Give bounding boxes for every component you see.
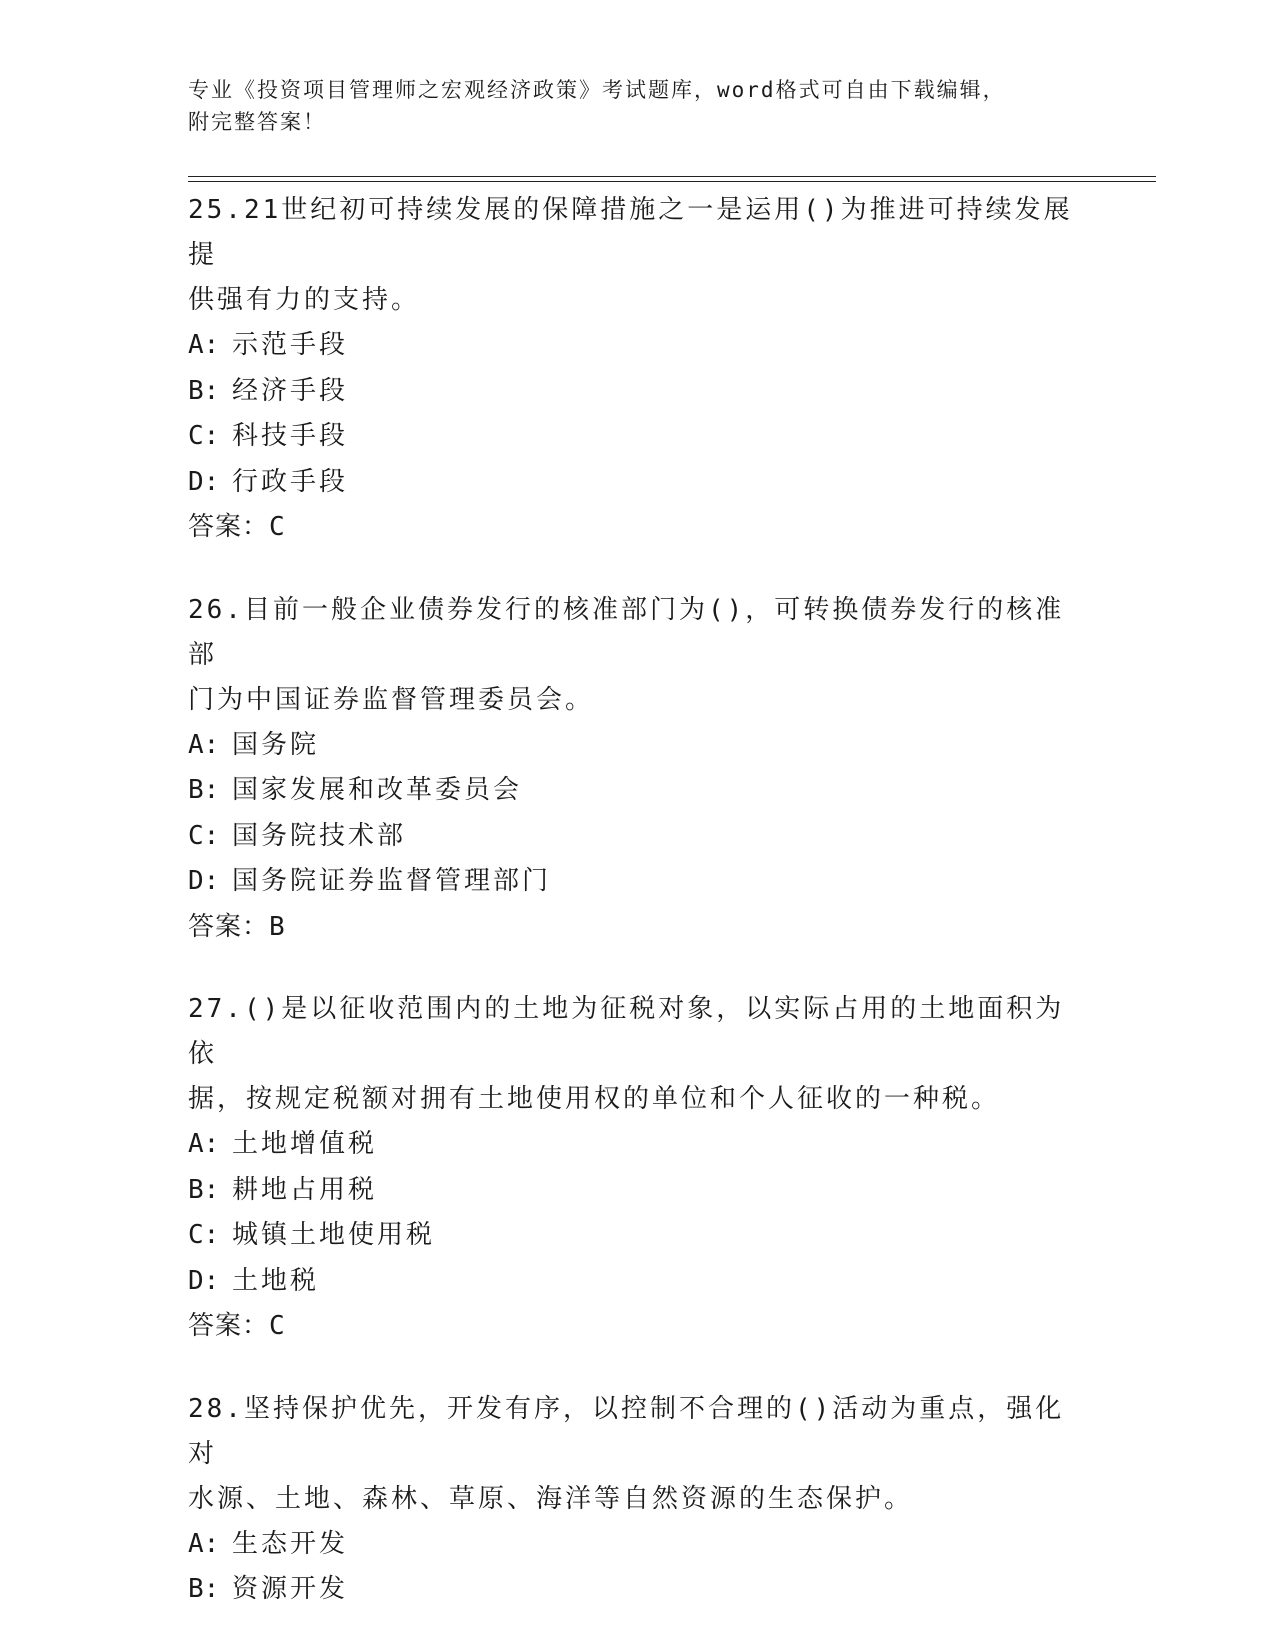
option-letter: B: [188,375,220,406]
option-text: 国务院 [232,729,320,760]
option-c [188,1213,1088,1259]
option-text: 国家发展和改革委员会 [232,775,523,805]
question-stem-line-2: 据，按规定税额对拥有土地使用权的单位和个人征收的一种税。 [188,1084,1001,1114]
question-stem [188,1387,1088,1522]
option-letter: A: [188,729,220,760]
option-letter: B: [188,775,220,805]
document-header [188,74,1088,138]
option-text: 生态开发 [232,1528,349,1559]
option-d [188,460,1088,506]
option-letter: C: [188,1220,220,1250]
option-text: 资源开发 [232,1574,349,1604]
option-letter: A: [188,330,220,360]
question-stem-line-1: 25.21世纪初可持续发展的保障措施之一是运用()为推进可持续发展提 [188,195,1073,270]
answer-label: 答案： [188,911,270,942]
option-letter: B: [188,1574,220,1604]
option-text: 土地税 [232,1265,320,1296]
answer-value: C [269,512,286,542]
option-b [188,369,1088,415]
question-stem-line-1: 27.()是以征收范围内的土地为征税对象，以实际占用的土地面积为依 [188,994,1065,1069]
question-stem [188,188,1088,323]
header-line-1: 专业《投资项目管理师之宏观经济政策》考试题库，word格式可自由下载编辑， [188,78,1006,102]
option-text: 耕地占用税 [232,1174,378,1205]
question-stem-line-2: 水源、土地、森林、草原、海洋等自然资源的生态保护。 [188,1483,914,1514]
question-stem [188,987,1088,1122]
option-letter: A: [188,1528,220,1559]
option-letter: D: [188,466,220,497]
option-a [188,323,1088,369]
option-c [188,814,1088,860]
question-stem-line-2: 供强有力的支持。 [188,285,421,315]
option-b [188,768,1088,814]
question-stem-line-1: 28.坚持保护优先，开发有序，以控制不合理的()活动为重点，强化对 [188,1393,1065,1469]
option-b [188,1567,1088,1613]
question-25 [188,188,1088,551]
option-letter: D: [188,866,220,896]
question-26 [188,588,1088,951]
option-letter: D: [188,1265,220,1296]
option-letter: A: [188,1129,220,1159]
option-text: 国务院证券监督管理部门 [232,866,552,896]
answer-line [188,905,1088,951]
option-text: 国务院技术部 [232,820,407,851]
answer-value: B [269,911,286,942]
option-text: 示范手段 [232,330,349,360]
option-b [188,1168,1088,1214]
option-a [188,723,1088,769]
option-text: 行政手段 [232,466,349,497]
header-line-2: 附完整答案！ [188,110,326,134]
question-stem-line-1: 26.目前一般企业债券发行的核准部门为()，可转换债券发行的核准部 [188,594,1065,670]
option-text: 经济手段 [232,375,349,406]
question-28 [188,1387,1088,1613]
option-letter: B: [188,1174,220,1205]
answer-line [188,1304,1088,1350]
option-d [188,1259,1088,1305]
option-letter: C: [188,820,220,851]
header-double-rule [188,176,1156,182]
answer-label: 答案： [188,1311,270,1341]
question-stem-line-2: 门为中国证券监督管理委员会。 [188,684,595,715]
answer-value: C [269,1311,286,1341]
option-a [188,1522,1088,1568]
answer-label: 答案： [188,512,270,542]
option-letter: C: [188,421,220,451]
question-stem [188,588,1088,723]
option-a [188,1122,1088,1168]
question-27 [188,987,1088,1350]
answer-line [188,505,1088,551]
option-text: 科技手段 [232,421,349,451]
option-d [188,859,1088,905]
option-c [188,414,1088,460]
option-text: 城镇土地使用税 [232,1220,436,1250]
option-text: 土地增值税 [232,1129,378,1159]
question-list [188,188,1088,1650]
